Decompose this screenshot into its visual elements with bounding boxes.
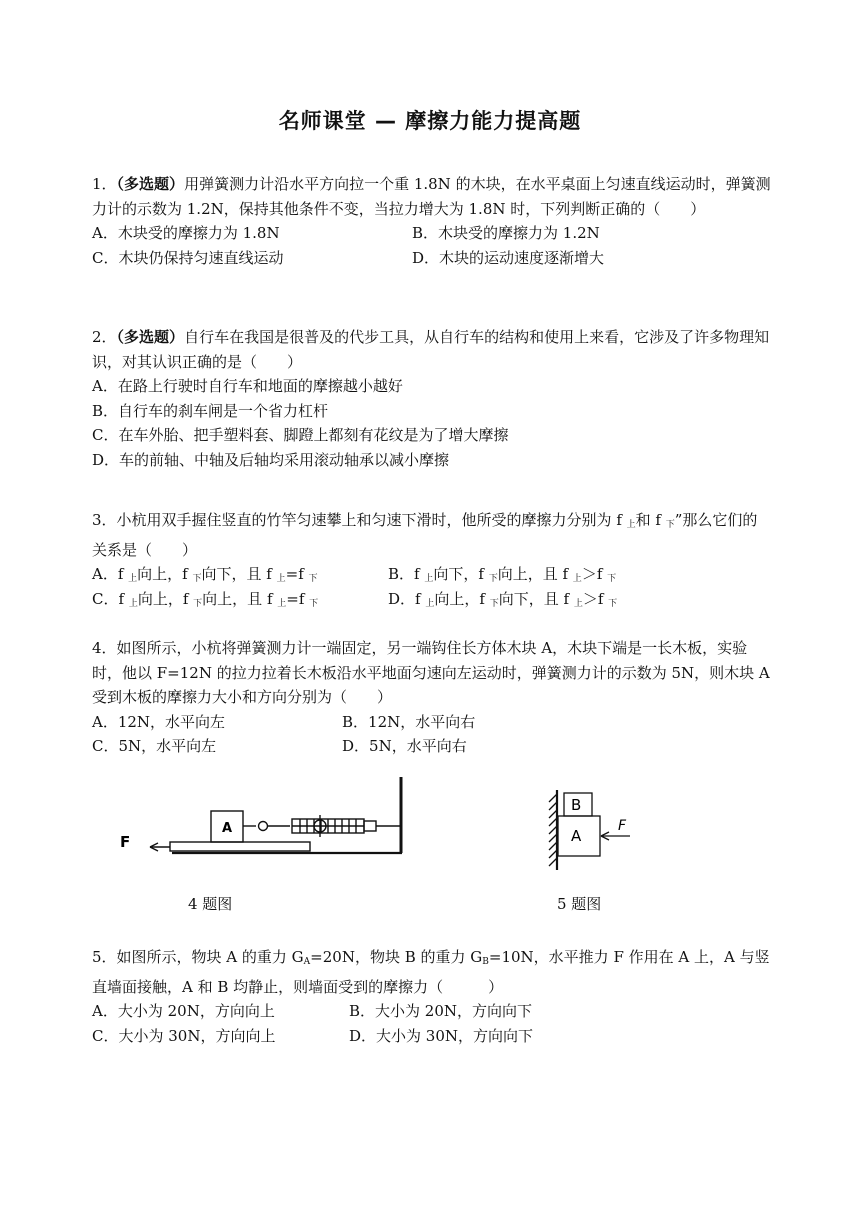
question-number: 1． [92,175,117,193]
question-4 [92,636,775,759]
question-text: 3．小杭用双手握住竖直的竹竿匀速攀上和匀速下滑时，他所受的摩擦力分别为 f $_上$和 f $_下$”那么它们的关系是（ ） [92,511,758,559]
block-a-label: A [571,827,582,845]
question-number: 2． [92,328,117,346]
figure-5-caption: 5 题图 [557,895,602,913]
question-tag: （多选题） [116,328,185,346]
option-b: B．大小为 20N，方向向下 [349,1002,533,1020]
figure-4-caption: 4 题图 [188,895,233,913]
question-tag: （多选题） [116,175,185,193]
force-label: F [618,818,627,834]
option-c: C．在车外胎、把手塑料套、脚蹬上都刻有花纹是为了增大摩擦 [92,426,509,444]
question-1 [92,172,772,270]
question-5 [92,945,772,1048]
option-a: A．在路上行驶时自行车和地面的摩擦越小越好 [92,377,403,395]
option-d: D．车的前轴、中轴及后轴均采用滚动轴承以减小摩擦 [92,450,450,469]
option-b: B．12N，水平向右 [342,712,476,731]
question-text: 4．如图所示，小杭将弹簧测力计一端固定，另一端钩住长方体木块 A，木块下端是一长木板，实验时，他以 F=12N 的拉力拉着长木板沿水平地面匀速向左运动时，弹簧测力计的示数为 5N，则木块 A 受到木板的摩擦力大小和方向分别为（ ） [92,639,775,706]
figure-4-diagram [110,775,420,860]
option-d: D．f $_上$向上，f $_下$向下，且 f $_上$＞f $_下$ [388,589,618,609]
option-c: C．5N，水平向左 [92,737,217,755]
wall-hatching [549,794,557,866]
block-a-label: A [222,821,233,836]
question-3 [92,508,772,611]
question-stem [92,325,772,374]
question-stem [92,172,772,221]
option-d: D．5N，水平向右 [342,737,467,755]
option-b: B．f $_上$向下，f $_下$向上，且 f $_上$＞f $_下$ [388,565,617,584]
question-text: 自行车在我国是很普及的代步工具，从自行车的结构和使用上来看，它涉及了许多物理知识，对其认识正确的是（ ） [92,328,770,371]
option-a: A．12N，水平向左 [92,712,226,731]
option-b: B．木块受的摩擦力为 1.2N [412,224,600,242]
option-c: C．木块仍保持匀速直线运动 [92,248,284,267]
option-a: A．木块受的摩擦力为 1.8N [92,224,280,242]
option-d: D．大小为 30N，方向向下 [349,1026,534,1045]
question-2 [92,325,772,472]
option-a: A．大小为 20N，方向向上 [92,1002,275,1020]
force-label: F [120,833,131,851]
question-text: 5．如图所示，物块 A 的重力 $G_A=20N$，物块 B 的重力 $G_B=10N$，水平推力 F 作用在 A 上，A 与竖直墙面接触，A 和 B 均静止，则墙面受到的摩擦力（ ） [92,948,770,996]
option-c: C．f $_上$向上，f $_下$向上，且 f $_上$=f $_下$ [92,589,319,609]
option-a: A．f $_上$向上，f $_下$向下，且 f $_上$=f $_下$ [92,565,318,584]
page-title: 名师课堂 — 摩擦力能力提高题 [278,109,582,133]
option-c: C．大小为 30N，方向向上 [92,1026,276,1045]
hook-ring [259,822,268,831]
option-d: D．木块的运动速度逐渐增大 [412,248,605,267]
option-b: B．自行车的刹车闸是一个省力杠杆 [92,401,329,420]
figure-5-diagram [540,788,640,873]
block-b-label: B [571,796,582,814]
long-board [170,842,310,851]
question-text: 用弹簧测力计沿水平方向拉一个重 1.8N 的木块，在水平桌面上匀速直线运动时，弹簧测力计的示数为 1.2N，保持其他条件不变，当拉力增大为 1.8N 时，下列判断正确的（ ） [92,175,771,218]
